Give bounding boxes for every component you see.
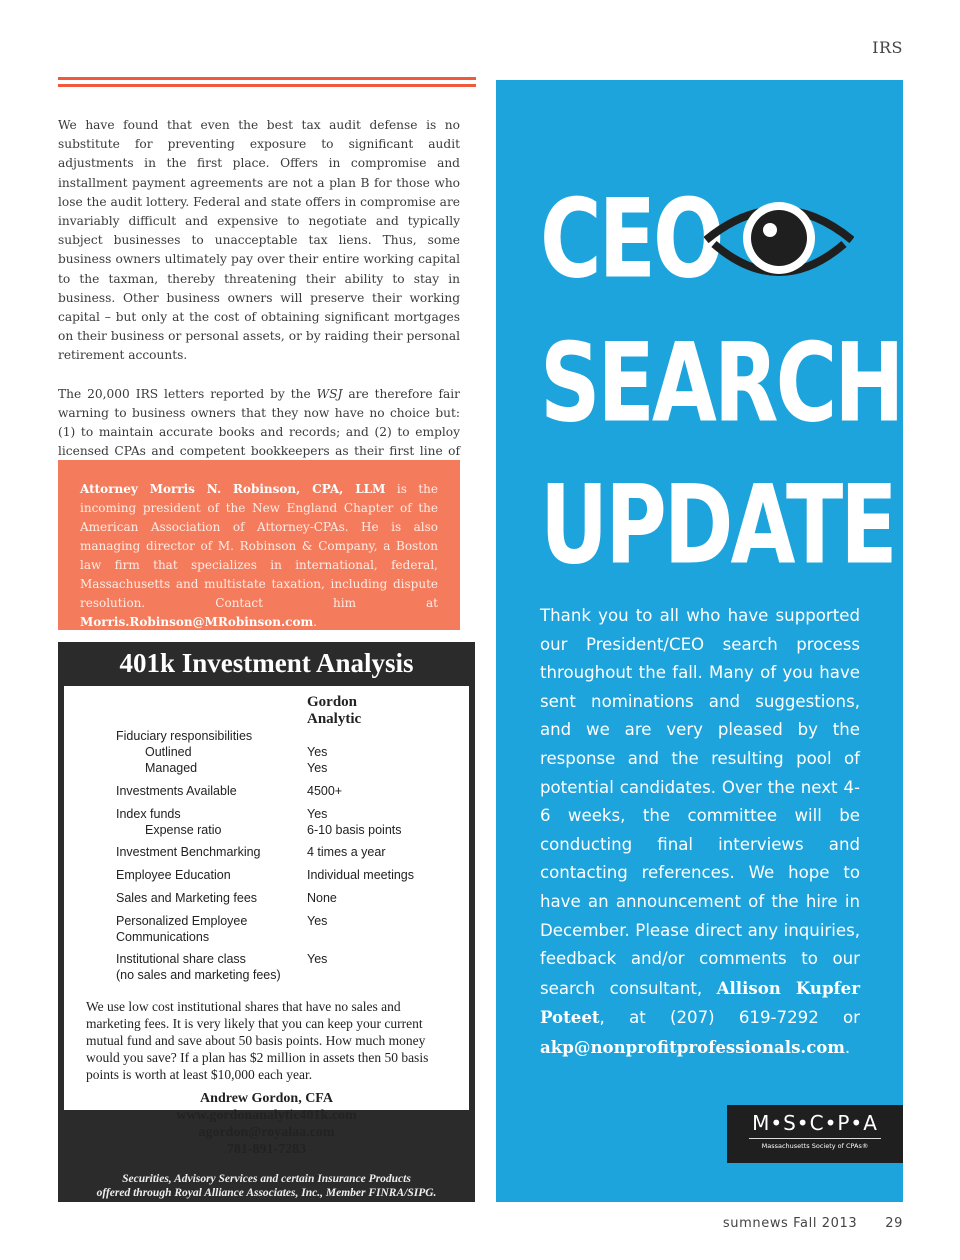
table-row-label: Investments Available — [116, 784, 237, 798]
table-row-label: Institutional share class — [116, 952, 246, 966]
logo-wordmark: M•S•C•P•A — [752, 1111, 878, 1135]
mscpa-logo — [727, 1105, 903, 1163]
table-row-value: Individual meetings — [307, 868, 415, 882]
table-row-label: Personalized Employee — [116, 914, 248, 928]
advertisement-401k — [58, 642, 475, 1202]
table-row-value: 6-10 basis points — [307, 823, 402, 837]
table-row-label: Expense ratio — [145, 823, 222, 837]
eye-icon — [704, 188, 854, 288]
author-bio — [58, 460, 460, 630]
table-row-value: Yes — [307, 914, 328, 928]
article-text: The 20,000 IRS letters reported by the — [58, 386, 317, 401]
disclaimer-line: Securities, Advisory Services and certain Insurance Products — [122, 1173, 411, 1185]
author-name: Attorney Morris N. Robinson, CPA, LLM — [80, 482, 386, 496]
table-row-label: Managed — [145, 761, 198, 775]
table-row-label: Outlined — [145, 745, 192, 759]
consultant-email-link[interactable]: akp@nonprofitprofessionals.com — [540, 1036, 845, 1057]
table-row-label: Employee Education — [116, 868, 231, 882]
consultant-name: Allison Kupfer Poteet — [540, 977, 860, 1028]
logo-divider — [749, 1138, 881, 1139]
message-text: Thank you to all who have supported our President/CEO search process throughout the fall. Many of you have sent nominations and suggestions, and we are very pleased by the response and the resulting pool of potential candidates. Over the next 4-6 weeks, the committee will be conducting final interviews and contacting references. We hope to have an announcement of the hire in December. Please direct any inquiries, feedback and/or comments to our search consultant, — [540, 606, 860, 998]
table-row-value: Yes — [307, 761, 328, 775]
panel-message — [540, 602, 860, 1063]
table-row-value: Yes — [307, 807, 328, 821]
table-row-label: Index funds — [116, 807, 181, 821]
headline-word-ceo: CEO — [540, 174, 722, 303]
table-row-label: Investment Benchmarking — [116, 845, 261, 859]
contact-email[interactable]: agordon@royalaa.com — [198, 1125, 335, 1140]
accent-rule-bottom — [58, 84, 476, 87]
table-row-value: Yes — [307, 952, 328, 966]
ad-disclaimer — [58, 1172, 475, 1200]
table-row-value: Yes — [307, 745, 328, 759]
accent-rule-top — [58, 77, 476, 80]
disclaimer-line: offered through Royal Alliance Associates, Inc., Member FINRA/SIPG. — [96, 1187, 437, 1199]
message-end: . — [844, 1037, 851, 1057]
article-text: are therefore fair warning to business owners that they now have no choice but: (1) to maintain accurate books and records; and (2) to employ licensed CPAs and competent bookkeepers as their first line of — [58, 386, 460, 459]
page-number: 29 — [885, 1216, 903, 1231]
table-row-label: Sales and Marketing fees — [116, 891, 258, 905]
ceo-search-panel — [496, 80, 903, 1202]
bio-end: . — [313, 615, 317, 629]
ad-description: We use low cost institutional shares that have no sales and marketing fees. It is very likely that you can keep your current mutual fund and save about 50 basis points. How much money would you save? If a plan has $2 million in assets then 50 basis points is worth at least $10,000 each year. — [86, 999, 429, 1082]
ad-comparison-table — [64, 686, 469, 1110]
table-row-label: Fiduciary responsibilities — [116, 729, 253, 743]
bio-text: is the incoming president of the New England Chapter of the American Association of Attorney-CPAs. He is also managing director of M. Robinson & Company, a Boston law firm that specializes in international, federal, Massachusetts and multistate taxation, including dispute resolution. Contact him at — [80, 482, 438, 610]
article-body — [58, 116, 460, 481]
table-row-label: (no sales and marketing fees) — [116, 968, 281, 982]
table-row-value: None — [307, 891, 337, 905]
section-label: IRS — [872, 38, 903, 57]
ad-column-head: Gordon Analytic — [307, 694, 362, 727]
author-email-link[interactable]: Morris.Robinson@MRobinson.com — [80, 615, 314, 629]
contact-phone: 781-891-7283 — [226, 1142, 307, 1157]
headline-word-search: SEARCH — [540, 318, 902, 447]
publication-name: sumnews Fall 2013 — [722, 1216, 858, 1231]
table-row-value: 4 times a year — [307, 845, 386, 859]
contact-website[interactable]: www.gordonanalytic401k.com — [176, 1108, 357, 1123]
table-row-label: Communications — [116, 930, 210, 944]
table-row-value: 4500+ — [307, 784, 343, 798]
article-emphasis: WSJ — [316, 386, 343, 401]
headline-word-update: UPDATE — [540, 460, 895, 589]
ad-title: 401k Investment Analysis — [119, 648, 414, 678]
article-paragraph-1: We have found that even the best tax audit defense is no substitute for preventing exposure to significant audit adjustments in the first place. Offers in compromise and installment payment agreements are not a plan B for those who lose the audit lottery. Federal and state offers in compromise are invariably difficult and expensive to negotiate and typically subject businesses to unacceptable tax liens. Thus, some business owners ultimately pay over their entire working capital to the taxman, thereby threatening their ability to stay in business. Other business owners will preserve their working capital – but only at the cost of obtaining significant mortgages on their business or personal assets, or by raiding their personal retirement accounts. — [58, 118, 460, 363]
message-text: , at (207) 619-7292 or — [599, 1008, 860, 1028]
ad-contact — [64, 1090, 469, 1158]
logo-tagline: Massachusetts Society of CPAs® — [761, 1142, 869, 1150]
page-footer — [723, 1216, 903, 1231]
contact-name: Andrew Gordon, CFA — [200, 1091, 333, 1106]
